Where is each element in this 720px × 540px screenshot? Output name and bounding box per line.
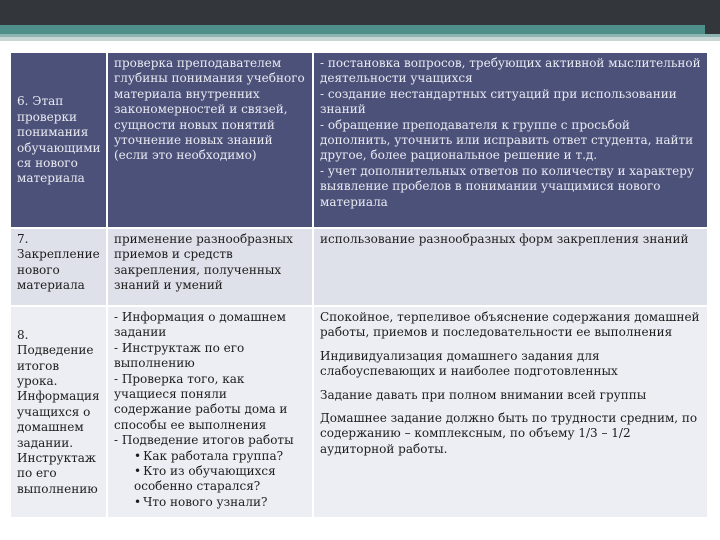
method-text: применение разнообразных приемов и средств закрепления, полученных знаний и умений <box>114 232 293 293</box>
list-item: - Проверка того, как учащиеся поняли содержание работы дома и способы ее выполнения <box>114 371 288 432</box>
list-item: - Инструктаж по его выполнению <box>114 340 245 371</box>
title-band <box>0 0 720 25</box>
results-bullet-list <box>114 449 307 511</box>
lesson-stages-table <box>11 53 707 519</box>
method-text: проверка преподавателем глубины понимания учебного материала внутренних закономерностей и связей, сущности новых понятий уточнение новых знаний (если это необходимо) <box>114 56 305 163</box>
stage-cell <box>11 229 108 307</box>
activity-text: использование разнообразных форм закрепления знаний <box>320 232 689 246</box>
accent-stripe-end <box>705 25 720 34</box>
activity-paragraph: Индивидуализация домашнего задания для слабоуспевающих и наиболее подготовленных <box>320 348 618 379</box>
bullet-item <box>134 495 307 510</box>
table-row <box>11 53 707 229</box>
stage-cell <box>11 307 108 519</box>
list-item: - Информация о домашнем задании <box>114 310 286 340</box>
stage-title: 6. Этап проверки понимания обучающими ся нового материала <box>17 94 101 186</box>
activity-line: - создание нестандартных ситуаций при использовании знаний <box>320 86 677 117</box>
stage-cell <box>11 53 108 229</box>
method-list <box>114 310 307 449</box>
method-cell <box>108 53 314 229</box>
activity-cell <box>314 229 707 307</box>
activity-paragraph: Спокойное, терпеливое объяснение содержания домашней работы, приемов и последовательности ее выполнения <box>320 310 700 340</box>
activity-paragraph: Задание давать при полном внимании всей группы <box>320 387 647 402</box>
stage-title: 7. Закрепление нового материала <box>17 232 100 293</box>
list-item: - Подведение итогов работы <box>114 433 294 448</box>
stage-title: 8. Подведение итогов урока. Информация учащихся о домашнем задании. Инструктаж по его выполнению <box>17 327 100 496</box>
method-cell <box>108 307 314 519</box>
activity-paragraph: Домашнее задание должно быть по трудности средним, по содержанию – комплексным, по объему 1/3 – 1/2 аудиторной работы. <box>320 411 698 456</box>
table-row <box>11 307 707 519</box>
bullet-text: Как работала группа? <box>143 448 284 463</box>
table-row <box>11 229 707 307</box>
bullet-item <box>134 449 307 464</box>
activity-line: - обращение преподавателя к группе с просьбой дополнить, уточнить или исправить ответ студента, найти другое, более рациональное решение и т.д. <box>320 117 694 163</box>
accent-stripe <box>0 25 705 34</box>
activity-line: - учет дополнительных ответов по количеству и характеру выявление пробелов в понимании учащимися нового материала <box>320 163 695 209</box>
bullet-text: Что нового узнали? <box>143 494 268 509</box>
activity-line: - постановка вопросов, требующих активной мыслительной деятельности учащихся <box>320 56 701 86</box>
activity-cell <box>314 53 707 229</box>
activity-cell <box>314 307 707 519</box>
method-cell <box>108 229 314 307</box>
accent-line-light <box>0 37 720 41</box>
bullet-text: Кто из обучающихся особенно старался? <box>134 464 276 494</box>
bullet-item <box>134 464 307 495</box>
